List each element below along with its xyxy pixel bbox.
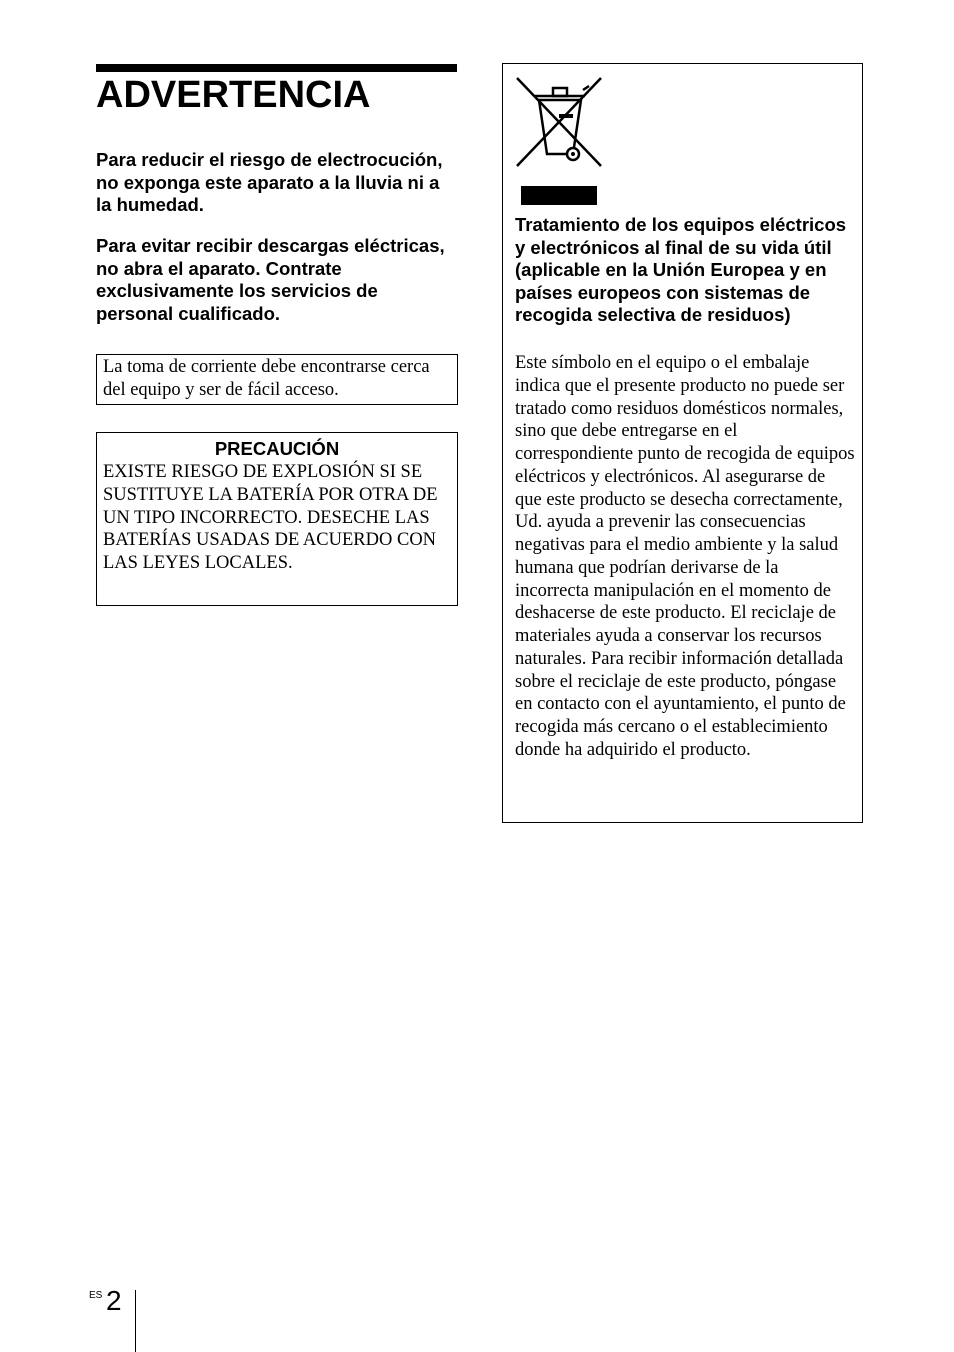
outlet-notice-text: La toma de corriente debe encontrarse cerca del equipo y ser de fácil acceso. — [103, 357, 430, 400]
caution-title: PRECAUCIÓN — [214, 438, 340, 459]
crossed-out-wheelie-bin-icon — [515, 76, 605, 168]
disposal-box — [502, 63, 863, 823]
outlet-notice-box — [96, 354, 458, 405]
title-rule — [96, 64, 457, 72]
warning-text-moisture: Para reducir el riesgo de electrocución, no exponga este aparato a la lluvia ni a la humedad. — [96, 149, 443, 215]
caution-box — [96, 432, 458, 606]
warning-text-shock: Para evitar recibir descargas eléctricas, no abra el aparato. Contrate exclusivamente los servicios de personal cualificado. — [96, 235, 445, 324]
page-language-label: ES — [89, 1290, 103, 1301]
page-number: 2 — [106, 1285, 122, 1316]
bin-underline-bar — [521, 186, 597, 205]
disposal-heading: Tratamiento de los equipos eléctricos y electrónicos al final de su vida útil (aplicable en la Unión Europea y en países europeos con sistemas de recogida selectiva de residuos) — [515, 214, 847, 326]
page-number-rule — [135, 1290, 136, 1352]
page-title: ADVERTENCIA — [96, 74, 371, 116]
caution-text: EXISTE RIESGO DE EXPLOSIÓN SI SE SUSTITUYE LA BATERÍA POR OTRA DE UN TIPO INCORRECTO. DESECHE LAS BATERÍAS USADAS DE ACUERDO CON LAS LEYES LOCALES. — [103, 462, 438, 574]
disposal-body: Este símbolo en el equipo o el embalaje indica que el presente producto no puede ser tratado como residuos domésticos normales, sino que debe entregarse en el correspondiente punto de recogida de equipos eléctricos y electrónicos. Al asegurarse de que este producto se desecha correctamente, Ud. ayuda a prevenir las consecuencias negativas para el medio ambiente y la salud humana que podrían derivarse de la incorrecta manipulación en el momento de deshacerse de este producto. El reciclaje de materiales ayuda a conservar los recursos naturales. Para recibir información detallada sobre el reciclaje de este producto, póngase en contacto con el ayuntamiento, el punto de recogida más cercano o el establecimiento donde ha adquirido el producto. — [515, 353, 855, 760]
